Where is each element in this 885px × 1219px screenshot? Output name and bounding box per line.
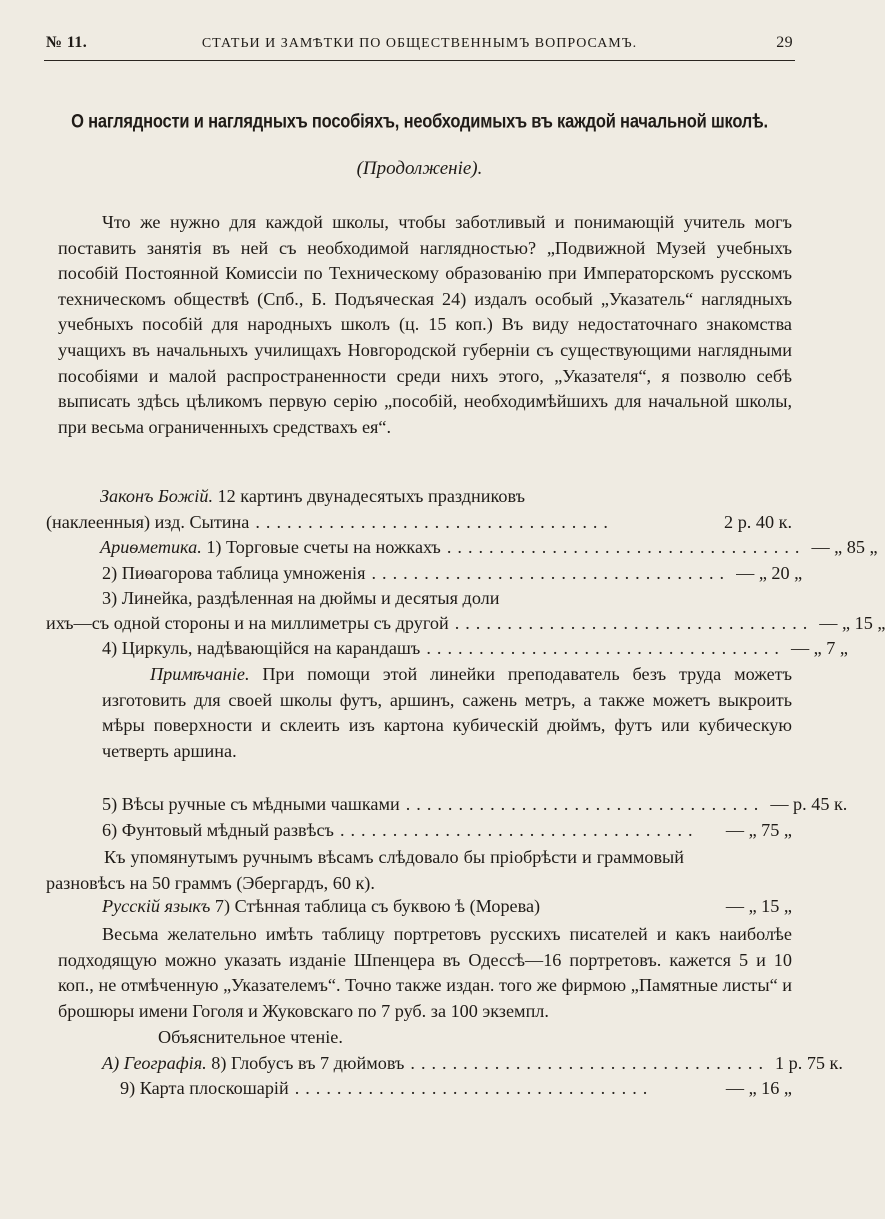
geo-item8: 8) Глобусъ въ 7 дюймовъ xyxy=(211,1053,405,1073)
geo-item9: 9) Карта плоскошарій xyxy=(120,1078,289,1098)
weights-paragraph xyxy=(46,845,684,896)
russian-paragraph xyxy=(58,922,792,1024)
geo-price8: 1 р. 75 к. xyxy=(774,1053,843,1073)
issue-number: № 11. xyxy=(46,34,88,51)
arith-price4: — „ 7 „ xyxy=(790,638,849,658)
intro-text: Что же нужно для каждой школы, чтобы заботливый и понимающій учитель могъ поставить занятія въ ней съ необходимой наглядностью? „Подвижной Музей учебныхъ пособій Постоянной Комиссіи по Техническому образованію при Императорскомъ русскомъ техническомъ обществѣ (Спб., Б. Подъяческая 24) издалъ особый „Указатель“ наглядныхъ учебныхъ пособій для народныхъ школъ (ц. 15 коп.) Въ виду недостаточнаго знакомства учащихъ въ начальныхъ училищахъ Новгородской губерніи съ существующими наглядными пособіями и малой распространенности среди нихъ этого, „Указателя“, я позволю себѣ выписать здѣсь цѣликомъ первую серію „пособій, необходимѣйшихъ для начальной школы, при весьма ограниченныхъ средствахъ ея“. xyxy=(58,212,792,437)
arith-price1: — „ 85 „ xyxy=(811,537,878,557)
weights-item5: 5) Вѣсы ручные съ мѣдными чашками xyxy=(102,794,400,814)
arith-row-2 xyxy=(102,563,803,584)
note-paragraph xyxy=(102,662,792,764)
reading-heading: Объяснительное чтеніе. xyxy=(158,1027,343,1047)
law-line xyxy=(100,486,525,507)
law-text1: 12 картинъ двунадесятыхъ праздниковъ xyxy=(217,486,526,506)
header-rule xyxy=(44,60,795,61)
geo-row-9 xyxy=(120,1078,792,1099)
leader-dots: .................................. xyxy=(294,1078,654,1098)
leader-dots: .................................. xyxy=(454,613,814,633)
russian-label: Русскій языкъ xyxy=(102,896,211,916)
weights-text: Къ упомянутымъ ручнымъ вѣсамъ слѣдовало бы пріобрѣсти и граммовый разновѣсъ на 50 граммъ (Эбергардъ, 60 к). xyxy=(46,847,684,893)
geo-row-8 xyxy=(102,1053,843,1074)
law-row xyxy=(46,512,792,533)
article-subheading: (Продолженіе). xyxy=(356,158,483,179)
weights-price6: — „ 75 „ xyxy=(725,820,792,840)
note-text: При помощи этой линейки преподаватель безъ труда можетъ изготовить для своей школы футъ, аршинъ, сажень метръ, а также можетъ выкроить мѣры поверхности и склеить изъ картона кубическій дюймъ, футъ или кубическую четверть аршина. xyxy=(102,664,793,761)
intro-paragraph xyxy=(58,210,792,440)
russian-text: Весьма желательно имѣть таблицу портретовъ русскихъ писателей и какъ наиболѣе подходящую можно указать изданіе Шпенцера въ Одессѣ—16 портретовъ. кажется 5 и 10 коп., не отмѣченную „Указателемъ“. Точно также издан. того же фирмою „Памятные листы“ и брошюры имени Гоголя и Жуковскаго по 7 руб. за 100 экземпл. xyxy=(58,924,792,1021)
weights-row-6 xyxy=(102,820,792,841)
arith-item4: 4) Циркуль, надѣвающійся на карандашъ xyxy=(102,638,421,658)
arith-row-3 xyxy=(46,613,885,634)
russian-price7: — „ 15 „ xyxy=(725,896,792,916)
leader-dots: .................................. xyxy=(410,1053,769,1073)
arith-item3b: ихъ—съ одной стороны и на миллиметры съ другой xyxy=(46,613,449,633)
leader-dots: .................................. xyxy=(371,563,731,583)
page-number: 29 xyxy=(776,34,793,51)
law-price: 2 р. 40 к. xyxy=(724,512,792,532)
note-label: Примѣчаніе. xyxy=(150,664,250,684)
spacer xyxy=(540,896,726,917)
weights-row-5 xyxy=(102,794,848,815)
leader-dots: .................................. xyxy=(446,537,806,557)
running-title: СТАТЬИ И ЗАМѢТКИ ПО ОБЩЕСТВЕННЫМЪ ВОПРОСАМЪ. xyxy=(201,36,638,51)
law-text2: (наклеенныя) изд. Сытина xyxy=(46,512,250,532)
arith-label: Ариѳметика. xyxy=(100,537,202,557)
arith-price3: — „ 15 „ xyxy=(819,613,885,633)
leader-dots: .................................. xyxy=(426,638,785,658)
leader-dots: .................................. xyxy=(339,820,699,840)
arith-item2: 2) Пиѳагорова таблица умноженія xyxy=(102,563,366,583)
weights-item6: 6) Фунтовый мѣдный развѣсъ xyxy=(102,820,334,840)
article-heading: О наглядности и наглядныхъ пособіяхъ, необходимыхъ въ каждой начальной школѣ. xyxy=(71,111,768,133)
geo-price9: — „ 16 „ xyxy=(725,1078,792,1098)
arith-row-1 xyxy=(100,537,878,558)
arith-price2: — „ 20 „ xyxy=(736,563,803,583)
weights-price5: — р. 45 к. xyxy=(770,794,848,814)
arith-item3a: 3) Линейка, раздѣленная на дюймы и десятыя доли xyxy=(102,588,500,608)
leader-dots: .................................. xyxy=(405,794,765,814)
running-head xyxy=(46,34,793,56)
russian-row-7 xyxy=(102,896,792,917)
law-label: Законъ Божій. xyxy=(100,486,213,506)
russian-item7: 7) Стѣнная таблица съ буквою ѣ (Морева) xyxy=(214,896,541,916)
arith-item1: 1) Торговые счеты на ножкахъ xyxy=(206,537,441,557)
arith-row-4 xyxy=(102,638,849,659)
geo-label: А) Географія. xyxy=(102,1053,207,1073)
leader-dots: .................................. xyxy=(255,512,614,532)
